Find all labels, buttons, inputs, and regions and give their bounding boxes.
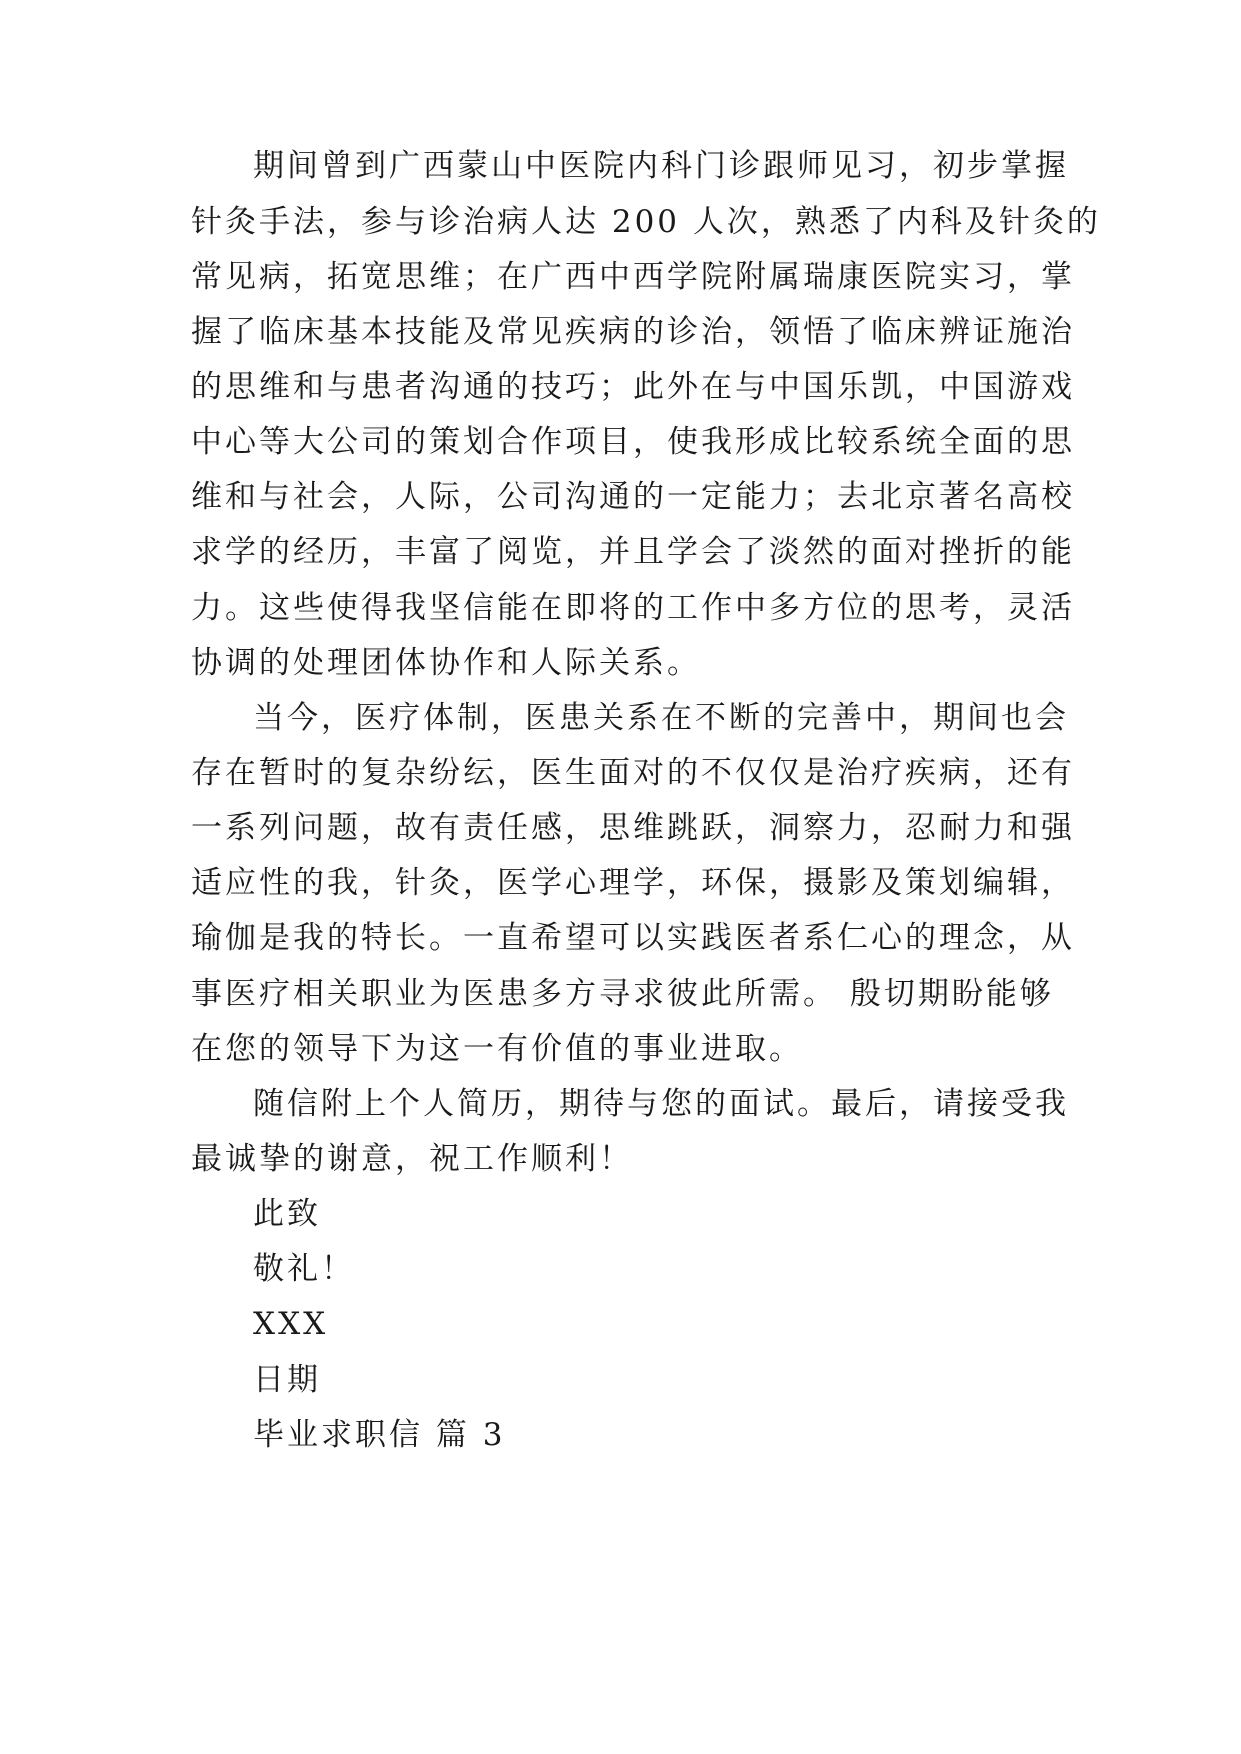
- paragraph-1-line-6: 中心等大公司的策划合作项目，使我形成比较系统全面的思: [191, 424, 1075, 460]
- paragraph-1-line-10: 协调的处理团体协作和人际关系。: [191, 645, 701, 681]
- signature: XXX: [253, 1306, 329, 1342]
- salutation-1: 此致: [253, 1196, 321, 1232]
- paragraph-1-line-8: 求学的经历，丰富了阅览，并且学会了淡然的面对挫折的能: [191, 534, 1075, 570]
- paragraph-2-line-2: 存在暂时的复杂纷纭，医生面对的不仅仅是治疗疾病，还有: [191, 755, 1075, 791]
- paragraph-1-line-7: 维和与社会，人际，公司沟通的一定能力；去北京著名高校: [191, 479, 1075, 515]
- paragraph-2-line-7: 在您的领导下为这一有价值的事业进取。: [191, 1031, 803, 1067]
- paragraph-1-line-5: 的思维和与患者沟通的技巧；此外在与中国乐凯，中国游戏: [191, 369, 1075, 405]
- next-section-title: 毕业求职信 篇 3: [253, 1417, 506, 1453]
- paragraph-1-line-2: 针灸手法，参与诊治病人达 200 人次，熟悉了内科及针灸的: [191, 204, 1101, 240]
- paragraph-3-line-2: 最诚挚的谢意，祝工作顺利！: [191, 1141, 633, 1177]
- paragraph-1-line-4: 握了临床基本技能及常见疾病的诊治，领悟了临床辨证施治: [191, 314, 1075, 350]
- paragraph-2-line-6: 事医疗相关职业为医患多方寻求彼此所需。 殷切期盼能够: [191, 976, 1054, 1012]
- paragraph-2-line-3: 一系列问题，故有责任感，思维跳跃，洞察力，忍耐力和强: [191, 810, 1075, 846]
- date: 日期: [253, 1362, 321, 1398]
- paragraph-1-line-1: 期间曾到广西蒙山中医院内科门诊跟师见习，初步掌握: [253, 148, 1069, 184]
- paragraph-3-line-1: 随信附上个人简历，期待与您的面试。最后，请接受我: [253, 1086, 1069, 1122]
- paragraph-2-line-4: 适应性的我，针灸，医学心理学，环保，摄影及策划编辑，: [191, 865, 1075, 901]
- salutation-2: 敬礼！: [253, 1251, 355, 1287]
- paragraph-1-line-9: 力。这些使得我坚信能在即将的工作中多方位的思考，灵活: [191, 590, 1075, 626]
- paragraph-1-line-3: 常见病，拓宽思维；在广西中西学院附属瑞康医院实习，掌: [191, 259, 1075, 295]
- paragraph-2-line-1: 当今，医疗体制，医患关系在不断的完善中，期间也会: [253, 700, 1069, 736]
- paragraph-2-line-5: 瑜伽是我的特长。一直希望可以实践医者系仁心的理念，从: [191, 920, 1075, 956]
